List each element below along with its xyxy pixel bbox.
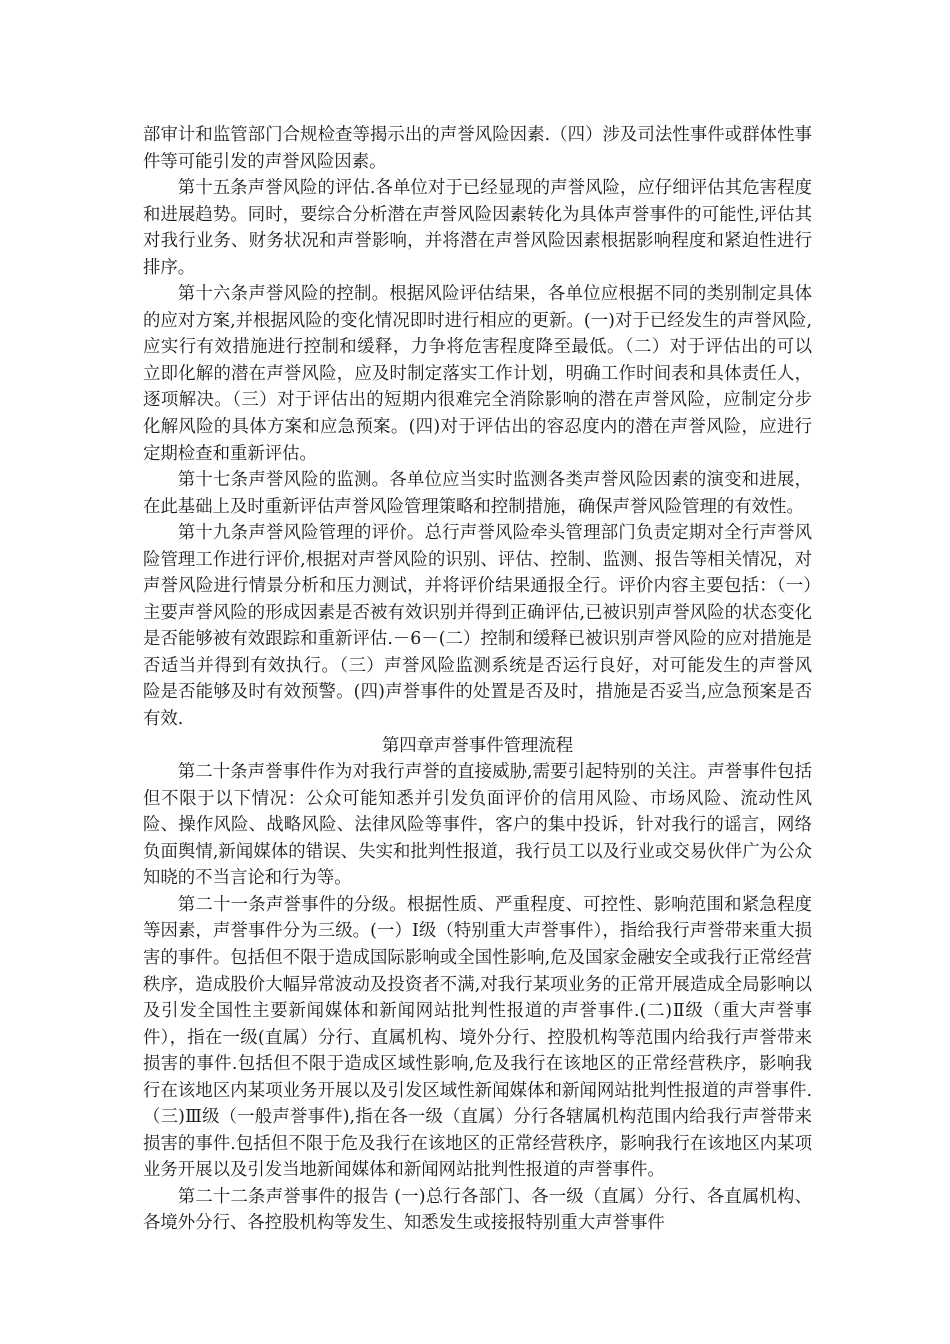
paragraph-article-17: 第十七条声誉风险的监测。各单位应当实时监测各类声誉风险因素的演变和进展，在此基础上及时重新评估声誉风险管理策略和控制措施，确保声誉风险管理的有效性。: [143, 470, 812, 517]
paragraph-article-21: 第二十一条声誉事件的分级。根据性质、严重程度、可控性、影响范围和紧急程度等因素，声誉事件分为三级。(一）Ⅰ级（特别重大声誉事件），指给我行声誉带来重大损害的事件。包括但不限于造成国际影响或全国性影响,危及国家金融安全或我行正常经营秩序，造成股价大幅异常波动及投资者不满,对我行某项业务的正常开展造成全局影响以及引发全国性主要新闻媒体和新闻网站批判性报道的声誉事件.(二)Ⅱ级（重大声誉事件），指在一级(直属）分行、直属机构、境外分行、控股机构等范围内给我行声誉带来损害的事件.包括但不限于造成区域性影响,危及我行在该地区的正常经营秩序，影响我行在该地区内某项业务开展以及引发区域性新闻媒体和新闻网站批判性报道的声誉事件.（三)Ⅲ级（一般声誉事件),指在各一级（直属）分行各辖属机构范围内给我行声誉带来损害的事件.包括但不限于危及我行在该地区的正常经营秩序，影响我行在该地区内某项业务开展以及引发当地新闻媒体和新闻网站批判性报道的声誉事件。: [143, 894, 812, 1181]
paragraph-article-20: 第二十条声誉事件作为对我行声誉的直接威胁,需要引起特别的关注。声誉事件包括但不限于以下情况：公众可能知悉并引发负面评价的信用风险、市场风险、流动性风险、操作风险、战略风险、法律风险等事件，客户的集中投诉，针对我行的谣言，网络负面舆情,新闻媒体的错误、失实和批判性报道，我行员工以及行业或交易伙伴广为公众知晓的不当言论和行为等。: [143, 762, 812, 889]
paragraph-continued: 部审计和监管部门合规检查等揭示出的声誉风险因素.（四）涉及司法性事件或群体性事件等可能引发的声誉风险因素。: [143, 125, 812, 172]
paragraph-article-22: 第二十二条声誉事件的报告 (一)总行各部门、各一级（直属）分行、各直属机构、各境外分行、各控股机构等发生、知悉发生或接报特别重大声誉事件: [143, 1186, 812, 1234]
paragraph-article-15: 第十五条声誉风险的评估.各单位对于已经显现的声誉风险，应仔细评估其危害程度和进展趋势。同时，要综合分析潜在声誉风险因素转化为具体声誉事件的可能性,评估其对我行业务、财务状况和声誉影响，并将潜在声誉风险因素根据影响程度和紧迫性进行排序。: [143, 178, 812, 278]
chapter-title: 第四章声誉事件管理流程: [381, 735, 574, 756]
document-body: [143, 122, 812, 1237]
paragraph-article-16: 第十六条声誉风险的控制。根据风险评估结果，各单位应根据不同的类别制定具体的应对方案,并根据风险的变化情况即时进行相应的更新。(一)对于已经发生的声誉风险,应实行有效措施进行控制和缓释，力争将危害程度降至最低。（二）对于评估出的可以立即化解的潜在声誉风险，应及时制定落实工作计划，明确工作时间表和具体责任人，逐项解决。（三）对于评估出的短期内很难完全消除影响的潜在声誉风险，应制定分步化解风险的具体方案和应急预案。(四)对于评估出的容忍度内的潜在声誉风险，应进行定期检查和重新评估。: [143, 284, 812, 464]
paragraph-article-19: 第十九条声誉风险管理的评价。总行声誉风险牵头管理部门负责定期对全行声誉风险管理工作进行评价,根据对声誉风险的识别、评估、控制、监测、报告等相关情况，对声誉风险进行情景分析和压力测试，并将评价结果通报全行。评价内容主要包括：（一）主要声誉风险的形成因素是否被有效识别并得到正确评估,已被识别声誉风险的状态变化是否能够被有效跟踪和重新评估.－6－(二）控制和缓释已被识别声誉风险的应对措施是否适当并得到有效执行。（三）声誉风险监测系统是否运行良好，对可能发生的声誉风险是否能够及时有效预警。(四)声誉事件的处置是否及时，措施是否妥当,应急预案是否有效.: [143, 523, 812, 730]
